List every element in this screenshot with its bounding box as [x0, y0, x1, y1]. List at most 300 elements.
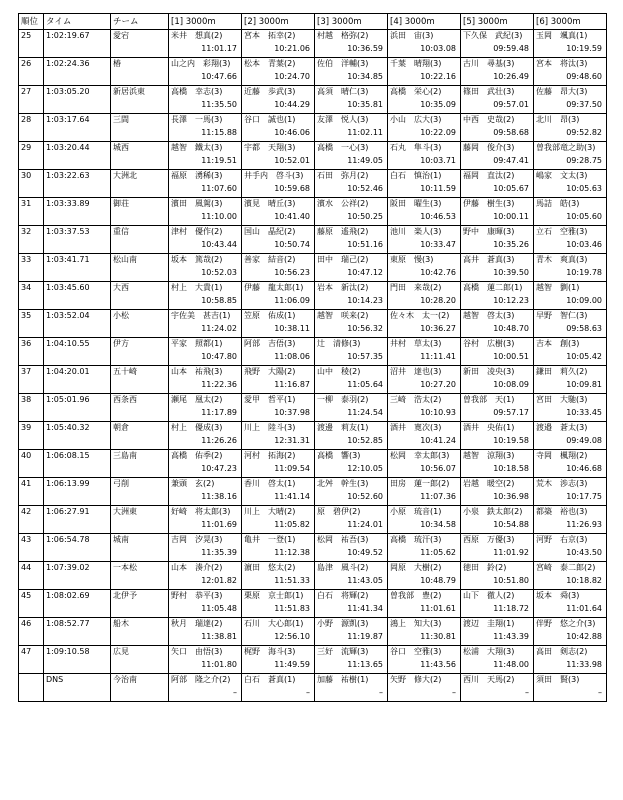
leg-cell: [169, 310, 242, 338]
leg-time: 10:17.75: [566, 492, 602, 501]
leg-cell: [169, 534, 242, 562]
leg-cell: [242, 170, 315, 198]
runner-name: 加藤 祐樹(1): [317, 675, 369, 684]
runner-name: 梶野 海斗(3): [244, 647, 296, 656]
time-cell: 1:08:02.69: [44, 590, 111, 618]
runner-name: 徳田 鈴(2): [463, 563, 507, 572]
runner-name: 青木 爽真(3): [536, 255, 588, 264]
leg-time: 10:03.46: [566, 240, 602, 249]
leg-cell: [315, 506, 388, 534]
leg-cell: [315, 450, 388, 478]
result-row: [19, 366, 607, 394]
team-cell: 大西: [111, 282, 169, 310]
leg-time: 12:10.05: [347, 464, 383, 473]
leg-cell: [388, 86, 461, 114]
leg-cell: [461, 618, 534, 646]
leg-time: 10:24.70: [274, 72, 310, 81]
runner-name: 亀井 一登(1): [244, 535, 296, 544]
leg-cell: [534, 338, 607, 366]
leg-time: 09:57.17: [493, 408, 529, 417]
runner-name: 伴野 悠之介(3): [536, 619, 596, 628]
leg-time: 10:52.01: [274, 156, 310, 165]
result-row: [19, 506, 607, 534]
rank-cell: 37: [19, 366, 44, 394]
leg-time: 09:58.68: [493, 128, 529, 137]
leg-cell: [169, 282, 242, 310]
leg-time: 10:36.98: [493, 492, 529, 501]
leg-time: 10:05.63: [566, 184, 602, 193]
leg-time: 10:56.07: [420, 464, 456, 473]
team-cell: 三島南: [111, 450, 169, 478]
runner-name: 沼井 達也(3): [390, 367, 442, 376]
leg-cell: [169, 366, 242, 394]
time-cell: 1:03:52.04: [44, 310, 111, 338]
runner-name: 宇都 天翔(3): [244, 143, 296, 152]
leg-time: 11:43.56: [420, 660, 456, 669]
runner-name: 米井 想真(2): [171, 31, 223, 40]
leg-cell: [461, 646, 534, 674]
runner-name: 高井 蒼真(3): [463, 255, 515, 264]
runner-name: 谷口 空雅(3): [390, 647, 442, 656]
runner-name: 浜田 宙(3): [390, 31, 434, 40]
rank-cell: 26: [19, 58, 44, 86]
runner-name: 矢口 由悟(3): [171, 647, 223, 656]
leg-time: 10:28.20: [420, 296, 456, 305]
leg-time: 10:56.32: [347, 324, 383, 333]
leg-cell: [315, 58, 388, 86]
leg-time: 11:26.93: [566, 520, 602, 529]
runner-name: 嶋家 文太(3): [536, 171, 588, 180]
team-cell: 今治南: [111, 674, 169, 702]
runner-name: 越智 涼翔(3): [463, 451, 515, 460]
runner-name: 宮本 将汰(3): [536, 59, 588, 68]
team-cell: 一本松: [111, 562, 169, 590]
runner-name: 渡邉 蒼太(3): [536, 423, 588, 432]
time-cell: 1:03:33.89: [44, 198, 111, 226]
runner-name: 伊藤 龍太郎(1): [244, 283, 304, 292]
runner-name: 荒木 渉志(3): [536, 479, 588, 488]
rank-cell: 36: [19, 338, 44, 366]
rank-cell: 25: [19, 30, 44, 58]
time-cell: 1:02:24.36: [44, 58, 111, 86]
leg-cell: [388, 198, 461, 226]
leg-cell: [461, 338, 534, 366]
leg-cell: [315, 86, 388, 114]
column-header: [6] 3000m: [534, 14, 607, 30]
leg-cell: [461, 198, 534, 226]
leg-cell: [534, 254, 607, 282]
result-row: [19, 422, 607, 450]
leg-time: 10:59.68: [274, 184, 310, 193]
runner-name: 藤原 遙飛(2): [317, 227, 369, 236]
runner-name: 宮田 大馳(3): [536, 395, 588, 404]
runner-name: 高橋 栄心(2): [390, 87, 442, 96]
runner-name: 越智 咲来(2): [317, 311, 369, 320]
time-cell: 1:06:08.15: [44, 450, 111, 478]
leg-time: 10:21.06: [274, 44, 310, 53]
leg-time: 10:42.88: [566, 632, 602, 641]
leg-cell: [534, 282, 607, 310]
rank-cell: 35: [19, 310, 44, 338]
leg-cell: [461, 478, 534, 506]
leg-time: 10:52.46: [347, 184, 383, 193]
leg-time: 09:52.82: [566, 128, 602, 137]
leg-cell: [461, 86, 534, 114]
team-cell: 御荘: [111, 198, 169, 226]
leg-cell: [315, 114, 388, 142]
leg-cell: [461, 282, 534, 310]
runner-name: 門田 来哉(2): [390, 283, 442, 292]
leg-time: 11:10.00: [201, 212, 237, 221]
leg-time: –: [306, 688, 310, 697]
leg-cell: [242, 58, 315, 86]
leg-time: 11:01.64: [566, 604, 602, 613]
runner-name: 野村 恭平(3): [171, 591, 223, 600]
runner-name: 高橋 幸志(3): [171, 87, 223, 96]
leg-cell: [388, 478, 461, 506]
team-cell: 城西: [111, 142, 169, 170]
leg-cell: [388, 366, 461, 394]
leg-cell: [169, 114, 242, 142]
runner-name: 田中 瑞己(2): [317, 255, 369, 264]
rank-cell: 43: [19, 534, 44, 562]
rank-cell: 39: [19, 422, 44, 450]
leg-cell: [534, 562, 607, 590]
time-cell: 1:06:27.91: [44, 506, 111, 534]
runner-name: 中西 史哉(2): [463, 115, 515, 124]
leg-cell: [461, 562, 534, 590]
leg-time: 10:22.16: [420, 72, 456, 81]
runner-name: 山本 湊介(2): [171, 563, 223, 572]
leg-time: 10:41.40: [274, 212, 310, 221]
result-row: [19, 674, 607, 702]
rank-cell: 28: [19, 114, 44, 142]
leg-cell: [534, 506, 607, 534]
rank-cell: 34: [19, 282, 44, 310]
runner-name: 渡邊 莉友(1): [317, 423, 369, 432]
leg-cell: [461, 142, 534, 170]
time-cell: 1:03:41.71: [44, 254, 111, 282]
leg-cell: [169, 226, 242, 254]
team-cell: 新居浜東: [111, 86, 169, 114]
leg-cell: [461, 674, 534, 702]
leg-time: 10:18.82: [566, 576, 602, 585]
leg-time: 11:51.33: [274, 576, 310, 585]
leg-cell: [534, 534, 607, 562]
leg-time: 11:18.72: [493, 604, 529, 613]
leg-time: 10:46.06: [274, 128, 310, 137]
runner-name: 佐々木 太一(2): [390, 311, 450, 320]
runner-name: 岩越 暖空(2): [463, 479, 515, 488]
runner-name: 三好 流輝(3): [317, 647, 369, 656]
leg-cell: [315, 478, 388, 506]
leg-cell: [461, 30, 534, 58]
team-cell: 伊方: [111, 338, 169, 366]
leg-time: 10:56.23: [274, 268, 310, 277]
leg-cell: [388, 142, 461, 170]
leg-cell: [388, 338, 461, 366]
leg-time: 11:24.02: [201, 324, 237, 333]
leg-time: 10:27.20: [420, 380, 456, 389]
runner-name: 濵田 悠太(2): [244, 563, 296, 572]
leg-cell: [242, 534, 315, 562]
leg-cell: [534, 394, 607, 422]
leg-cell: [315, 310, 388, 338]
runner-name: 鴻上 知大(3): [390, 619, 442, 628]
runner-name: 一柳 泰羽(2): [317, 395, 369, 404]
team-cell: 城南: [111, 534, 169, 562]
leg-cell: [534, 478, 607, 506]
leg-cell: [315, 562, 388, 590]
runner-name: 松本 青葉(2): [244, 59, 296, 68]
leg-cell: [461, 254, 534, 282]
leg-time: 10:46.68: [566, 464, 602, 473]
leg-cell: [242, 590, 315, 618]
leg-cell: [534, 86, 607, 114]
leg-cell: [534, 450, 607, 478]
leg-cell: [461, 114, 534, 142]
leg-time: 11:19.51: [201, 156, 237, 165]
runner-name: 平家 照都(1): [171, 339, 223, 348]
leg-time: 10:38.11: [274, 324, 310, 333]
leg-cell: [534, 310, 607, 338]
leg-time: 10:47.80: [201, 352, 237, 361]
runner-name: 渡辺 圭翔(1): [463, 619, 515, 628]
leg-time: 10:09.81: [566, 380, 602, 389]
result-row: [19, 618, 607, 646]
leg-time: 10:35.09: [420, 100, 456, 109]
leg-time: 10:10.93: [420, 408, 456, 417]
result-row: [19, 310, 607, 338]
leg-cell: [169, 58, 242, 86]
leg-cell: [388, 562, 461, 590]
time-cell: 1:03:37.53: [44, 226, 111, 254]
leg-time: 10:43.50: [566, 548, 602, 557]
runner-name: 笠原 佑成(1): [244, 311, 296, 320]
leg-time: 11:05.82: [274, 520, 310, 529]
leg-time: 11:19.87: [347, 632, 383, 641]
leg-time: 10:52.03: [201, 268, 237, 277]
leg-cell: [461, 506, 534, 534]
leg-time: 11:06.09: [274, 296, 310, 305]
runner-name: 香川 啓太(1): [244, 479, 296, 488]
leg-time: 10:47.23: [201, 464, 237, 473]
runner-name: 越智 啓太(3): [463, 311, 515, 320]
leg-time: 09:58.63: [566, 324, 602, 333]
result-row: [19, 646, 607, 674]
leg-time: 10:33.45: [566, 408, 602, 417]
leg-time: 11:05.48: [201, 604, 237, 613]
time-cell: 1:03:45.60: [44, 282, 111, 310]
rank-cell: 33: [19, 254, 44, 282]
runner-name: 北舛 幹生(3): [317, 479, 369, 488]
leg-cell: [315, 590, 388, 618]
runner-name: 宮崎 泰二郎(2): [536, 563, 596, 572]
runner-name: 藤岡 俊介(3): [463, 143, 515, 152]
leg-time: 10:50.74: [274, 240, 310, 249]
leg-cell: [388, 506, 461, 534]
rank-cell: 40: [19, 450, 44, 478]
result-row: [19, 282, 607, 310]
rank-cell: 27: [19, 86, 44, 114]
leg-cell: [388, 646, 461, 674]
time-cell: 1:08:52.77: [44, 618, 111, 646]
leg-time: 11:49.05: [347, 156, 383, 165]
runner-name: 石田 弥月(2): [317, 171, 369, 180]
leg-cell: [315, 170, 388, 198]
leg-time: 10:36.27: [420, 324, 456, 333]
leg-cell: [315, 646, 388, 674]
results-body: [19, 30, 607, 702]
runner-name: 栗原 京士郎(1): [244, 591, 304, 600]
rank-cell: 29: [19, 142, 44, 170]
runner-name: 川上 大晴(2): [244, 507, 296, 516]
leg-time: 10:00.51: [493, 352, 529, 361]
leg-cell: [534, 366, 607, 394]
runner-name: 山之内 彩翔(3): [171, 59, 231, 68]
leg-cell: [461, 366, 534, 394]
runner-name: 岩本 新汰(2): [317, 283, 369, 292]
leg-time: 11:16.87: [274, 380, 310, 389]
leg-cell: [242, 114, 315, 142]
team-cell: 弓削: [111, 478, 169, 506]
leg-time: 11:48.00: [493, 660, 529, 669]
leg-time: 10:19.78: [566, 268, 602, 277]
leg-time: 11:11.41: [420, 352, 456, 361]
result-row: [19, 170, 607, 198]
column-header: チーム: [111, 14, 169, 30]
runner-name: 酒井 央佑(1): [463, 423, 515, 432]
leg-time: 09:57.01: [493, 100, 529, 109]
team-cell: 小松: [111, 310, 169, 338]
leg-time: 09:47.41: [493, 156, 529, 165]
runner-name: 吉岡 汐晃(3): [171, 535, 223, 544]
column-header: [2] 3000m: [242, 14, 315, 30]
time-cell: 1:03:05.20: [44, 86, 111, 114]
runner-name: 高橋 響(3): [317, 451, 361, 460]
leg-cell: [315, 338, 388, 366]
runner-name: 曽我部 豊(2): [390, 591, 442, 600]
leg-time: 10:57.35: [347, 352, 383, 361]
runner-name: 松岡 祐吾(3): [317, 535, 369, 544]
runner-name: 越智 劉(1): [536, 283, 580, 292]
result-row: [19, 478, 607, 506]
leg-cell: [315, 394, 388, 422]
leg-cell: [461, 590, 534, 618]
leg-cell: [388, 618, 461, 646]
runner-name: 山本 祐飛(3): [171, 367, 223, 376]
leg-time: 10:54.88: [493, 520, 529, 529]
leg-cell: [169, 86, 242, 114]
runner-name: 東原 慢(3): [390, 255, 434, 264]
leg-time: –: [525, 688, 529, 697]
leg-time: 10:00.11: [493, 212, 529, 221]
runner-name: 善家 結音(2): [244, 255, 296, 264]
leg-time: 11:01.80: [201, 660, 237, 669]
runner-name: 阿部 隆之介(2): [171, 675, 231, 684]
leg-cell: [169, 198, 242, 226]
team-cell: 松山南: [111, 254, 169, 282]
leg-time: 11:22.36: [201, 380, 237, 389]
leg-cell: [534, 114, 607, 142]
leg-cell: [388, 282, 461, 310]
leg-cell: [534, 674, 607, 702]
runner-name: 鎌田 莉久(2): [536, 367, 588, 376]
result-row: [19, 30, 607, 58]
leg-cell: [169, 254, 242, 282]
leg-cell: [242, 450, 315, 478]
leg-cell: [534, 646, 607, 674]
runner-name: 宇佐美 甚吉(1): [171, 311, 231, 320]
leg-cell: [169, 674, 242, 702]
leg-cell: [461, 310, 534, 338]
time-cell: 1:05:40.32: [44, 422, 111, 450]
leg-time: 10:50.25: [347, 212, 383, 221]
runner-name: 岡原 大樹(2): [390, 563, 442, 572]
runner-name: 都築 裕也(3): [536, 507, 588, 516]
rank-cell: 45: [19, 590, 44, 618]
leg-time: 10:37.98: [274, 408, 310, 417]
runner-name: 小山 広大(3): [390, 115, 442, 124]
leg-cell: [388, 422, 461, 450]
leg-cell: [169, 450, 242, 478]
time-cell: 1:03:20.44: [44, 142, 111, 170]
leg-cell: [315, 366, 388, 394]
runner-name: 井手内 啓斗(3): [244, 171, 304, 180]
leg-time: 10:51.80: [493, 576, 529, 585]
runner-name: 田房 蓮一郎(2): [390, 479, 450, 488]
team-cell: 朝倉: [111, 422, 169, 450]
result-row: [19, 338, 607, 366]
runner-name: 飛野 大陽(2): [244, 367, 296, 376]
leg-cell: [169, 590, 242, 618]
runner-name: 国山 晶紀(2): [244, 227, 296, 236]
time-cell: 1:06:54.78: [44, 534, 111, 562]
leg-cell: [242, 674, 315, 702]
leg-cell: [534, 422, 607, 450]
leg-time: 10:52.85: [347, 436, 383, 445]
leg-cell: [388, 674, 461, 702]
runner-name: 吉本 創(3): [536, 339, 580, 348]
team-cell: 三間: [111, 114, 169, 142]
runner-name: 愛甲 哲平(1): [244, 395, 296, 404]
runner-name: 野中 康暉(3): [463, 227, 515, 236]
leg-cell: [534, 226, 607, 254]
leg-time: 10:19.58: [493, 436, 529, 445]
runner-name: 曽我部 天(1): [463, 395, 515, 404]
leg-time: 10:48.79: [420, 576, 456, 585]
runner-name: 村越 格弥(2): [317, 31, 369, 40]
runner-name: 古川 尋基(3): [463, 59, 515, 68]
leg-cell: [461, 422, 534, 450]
result-row: [19, 562, 607, 590]
runner-name: 玉岡 颯真(1): [536, 31, 588, 40]
runner-name: 佐伯 洋輔(3): [317, 59, 369, 68]
rank-cell: 38: [19, 394, 44, 422]
runner-name: 高田 剣志(2): [536, 647, 588, 656]
leg-cell: [388, 58, 461, 86]
rank-cell: 44: [19, 562, 44, 590]
leg-cell: [315, 198, 388, 226]
leg-cell: [242, 142, 315, 170]
runner-name: 三崎 浩太(2): [390, 395, 442, 404]
leg-cell: [388, 170, 461, 198]
runner-name: 千葉 晴翔(3): [390, 59, 442, 68]
runner-name: 阪田 曜生(3): [390, 199, 442, 208]
leg-cell: [242, 618, 315, 646]
time-cell: DNS: [44, 674, 111, 702]
runner-name: 石丸 隼斗(3): [390, 143, 442, 152]
